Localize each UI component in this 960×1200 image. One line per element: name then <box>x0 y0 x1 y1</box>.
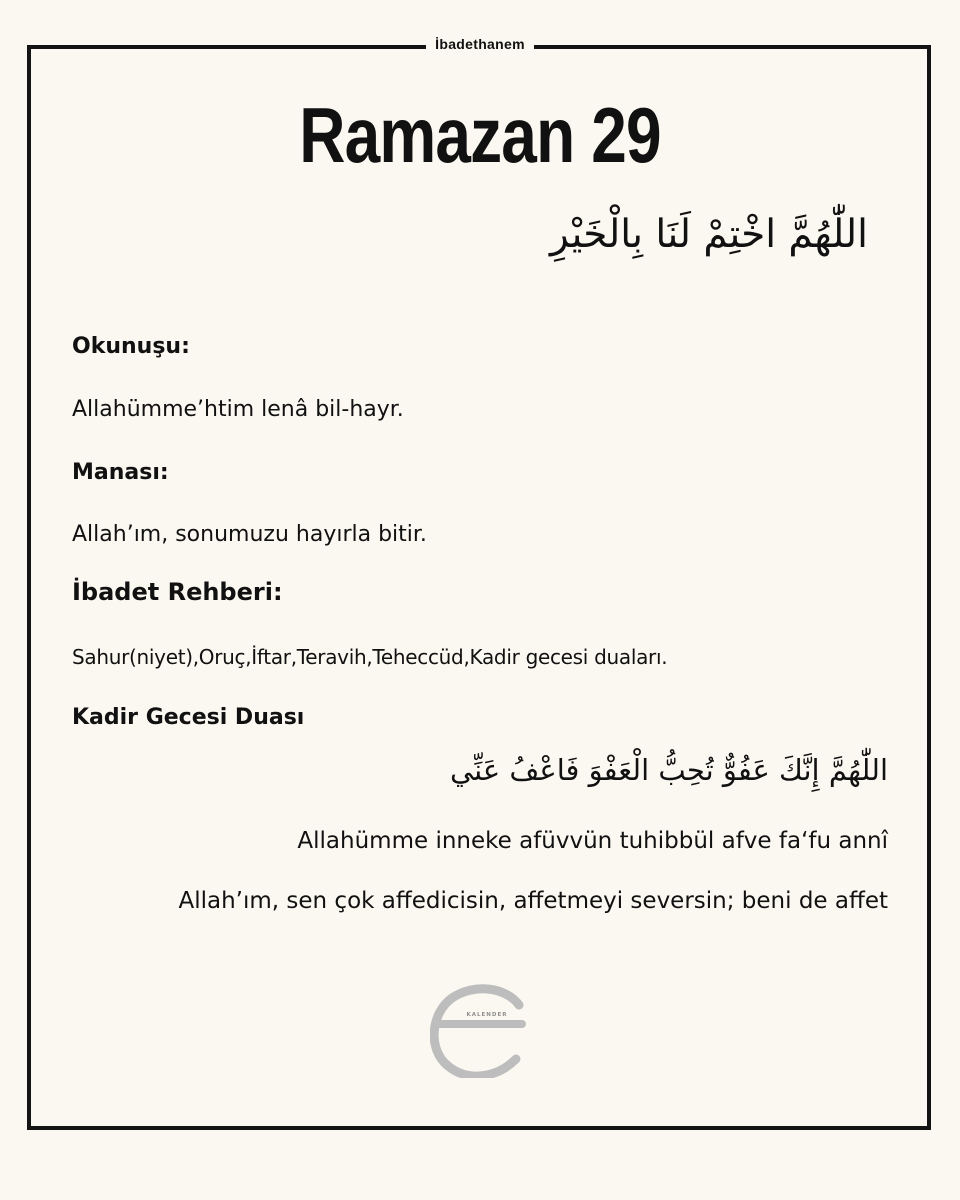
kadir-arabic-dua: اللّٰهُمَّ إِنَّكَ عَفُوٌّ تُحِبُّ الْعَفْوَ فَاعْفُ عَنِّي <box>449 753 888 787</box>
meaning-label: Manası: <box>72 460 169 485</box>
kalender-logo-icon <box>430 982 528 1078</box>
kadir-translation: Allah’ım, sen çok affedicisin, affetmeyi seversin; beni de affet <box>178 888 888 914</box>
kadir-label: Kadir Gecesi Duası <box>72 705 305 730</box>
brand-text: İbadethanem <box>426 36 534 52</box>
guide-text: Sahur(niyet),Oruç,İftar,Teravih,Teheccüd,Kadir gecesi duaları. <box>72 645 668 669</box>
meaning-text: Allah’ım, sonumuzu hayırla bitir. <box>72 522 427 547</box>
kadir-transliteration: Allahümme inneke afüvvün tuhibbül afve fa‘fu annî <box>297 828 888 854</box>
guide-label: İbadet Rehberi: <box>72 578 283 606</box>
brand-label <box>0 36 960 52</box>
page-title: Ramazan 29 <box>299 91 661 179</box>
reading-label: Okunuşu: <box>72 334 190 359</box>
arabic-prayer: اللّٰهُمَّ اخْتِمْ لَنَا بِالْخَيْرِ <box>549 212 868 257</box>
reading-text: Allahümme’htim lenâ bil-hayr. <box>72 397 404 422</box>
logo-text: KALENDER <box>466 1012 508 1018</box>
